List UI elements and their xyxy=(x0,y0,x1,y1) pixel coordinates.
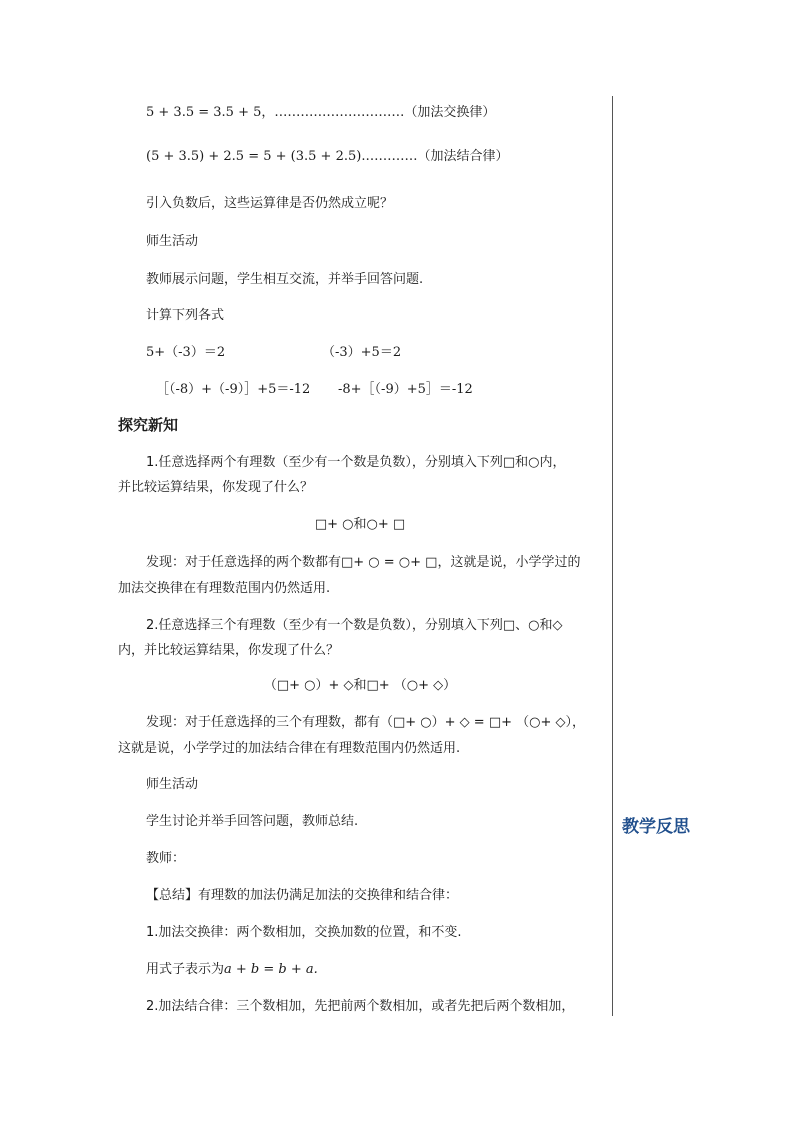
associative-dots: ………… xyxy=(365,149,418,164)
task2-line2: 内，并比较运算结果，你发现了什么？ xyxy=(118,643,340,658)
summary-line xyxy=(146,884,458,903)
section-title: 探究新知 xyxy=(118,416,179,434)
formula-prefix: 用式子表示为 xyxy=(146,962,225,977)
calc-b: （-3）+5＝2 xyxy=(322,345,402,360)
reflection-title: 教学反思 xyxy=(622,817,690,837)
activity2-heading: 师生活动 xyxy=(146,777,199,792)
teacher-shows-text: 教师展示问题，学生相互交流，并举手回答问题. xyxy=(146,272,424,287)
associative-expr: (5 + 3.5) + 2.5 = 5 + (3.5 + 2.5). xyxy=(146,149,366,164)
task2-line1: 2.任意选择三个有理数（至少有一个数是负数），分别填入下列□、○和◇ xyxy=(146,618,563,633)
associative-law-line xyxy=(146,145,508,164)
task2-finding-line1: 发现：对于任意选择的三个有理数，都有（□+ ○）+ ◇ = □+ （○+ ◇）， xyxy=(146,715,586,730)
formula: a + b = b + a. xyxy=(224,962,318,977)
activity-heading: 师生活动 xyxy=(146,234,199,249)
teacher-label: 教师： xyxy=(146,851,186,866)
calc-d: -8+［（-9）+5］＝-12 xyxy=(338,382,473,397)
question-text: 引入负数后，这些运算律是否仍然成立呢？ xyxy=(146,196,394,211)
summary-bracket: 【总结】 xyxy=(146,888,199,903)
summary-text: 有理数的加法仍满足加法的交换律和结合律： xyxy=(198,888,459,903)
compute-title: 计算下列各式 xyxy=(146,308,225,323)
task1-expression: □+ ○和○+ □ xyxy=(314,517,406,532)
formula-line xyxy=(146,958,318,977)
task2-expression: （□+ ○）+ ◇和□+ （○+ ◇） xyxy=(263,678,457,693)
task2-finding-line2: 这就是说，小学学过的加法结合律在有理数范围内仍然适用. xyxy=(118,741,461,756)
task1-finding-line1: 发现：对于任意选择的两个数都有□+ ○ = ○+ □，这就是说，小学学过的 xyxy=(146,555,581,570)
task1-finding-line2: 加法交换律在有理数范围内仍然适用. xyxy=(118,581,331,596)
commutative-dots: ………………………… xyxy=(274,105,405,120)
rule2-text: 2.加法结合律：三个数相加，先把前两个数相加，或者先把后两个数相加， xyxy=(146,999,575,1014)
commutative-law-line xyxy=(146,101,495,120)
task1-line2: 并比较运算结果，你发现了什么？ xyxy=(118,480,314,495)
commutative-expr: 5 + 3.5 = 3.5 + 5， xyxy=(146,105,275,120)
calc-c: ［（-8）+（-9）］+5＝-12 xyxy=(156,382,311,397)
calc-a: 5+（-3）＝2 xyxy=(146,345,226,360)
discuss-text: 学生讨论并举手回答问题，教师总结. xyxy=(146,814,359,829)
commutative-name: （加法交换律） xyxy=(404,105,496,120)
column-divider xyxy=(612,96,613,1016)
task1-line1: 1.任意选择两个有理数（至少有一个数是负数），分别填入下列□和○内， xyxy=(146,455,566,470)
associative-name: （加法结合律） xyxy=(417,149,509,164)
rule1-text: 1.加法交换律：两个数相加，交换加数的位置，和不变. xyxy=(146,925,462,940)
